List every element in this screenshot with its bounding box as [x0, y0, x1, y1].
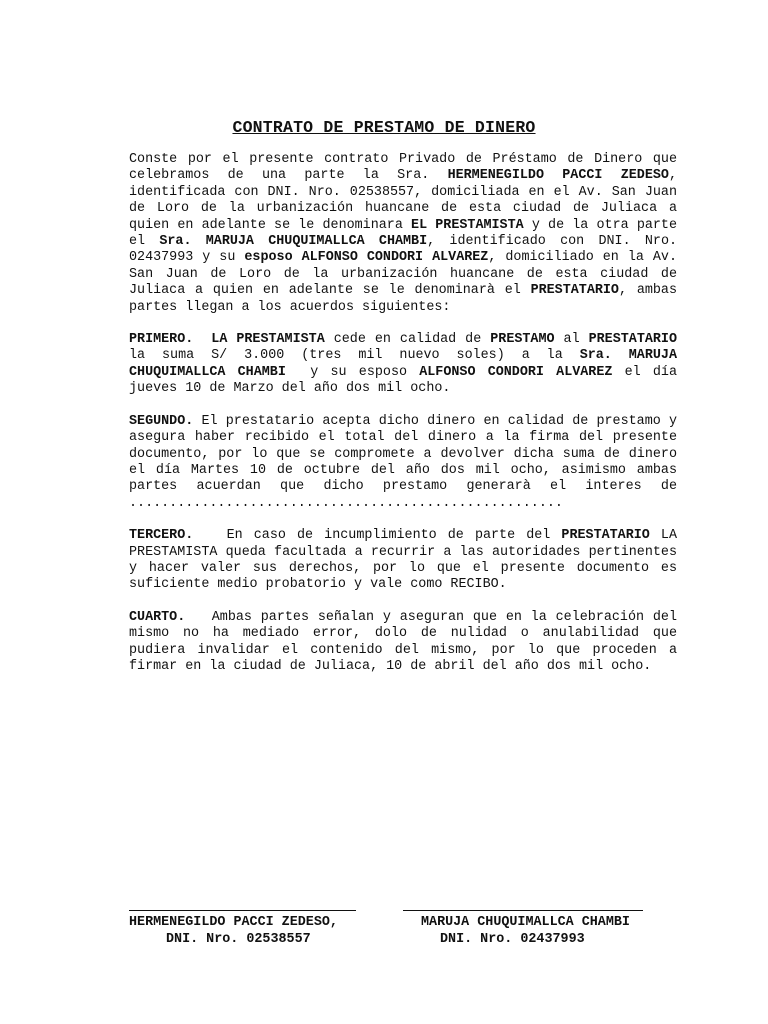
signature-line	[129, 900, 356, 911]
lender-name: HERMENEGILDO PACCI ZEDESO	[447, 168, 669, 184]
clause-tercero-bold-2: PRESTATARIO	[561, 528, 650, 544]
clause-primero-bold-3: PRESTAMO	[490, 332, 555, 348]
intro-text-3: y de la otra parte el	[129, 217, 678, 250]
clause-primero-bold-5: Sra. MARUJA CHUQUIMALLCA CHAMBI	[129, 348, 677, 380]
clause-primero	[129, 332, 677, 398]
clause-primero-text-3: al	[554, 332, 589, 348]
clause-tercero-text-2: LA PRESTAMISTA queda facultada a recurrir a las autoridades pertinentes y hacer valer sus derechos, por lo que el presente documento es suficiente medio probatorio y vale como RECIBO.	[129, 528, 677, 593]
clause-tercero	[129, 528, 677, 594]
clause-primero-bold-2: LA PRESTAMISTA	[211, 332, 325, 348]
intro-text-5: , domiciliado en la Av. San Juan de Loro de la urbanización huancane de esta ciudad de Juliaca a quien en adelante se le denominarà el	[129, 250, 678, 299]
intro-text-4: , identificado con DNI. Nro. 02437993 y su	[129, 234, 678, 266]
document-body	[129, 152, 686, 691]
borrower-name: Sra. MARUJA CHUQUIMALLCA CHAMBI	[159, 234, 428, 250]
clause-tercero-heading: TERCERO.	[129, 528, 194, 544]
clause-primero-text-2: cede en calidad de	[324, 332, 491, 348]
intro-text-6: , ambas partes llegan a los acuerdos siguientes:	[129, 283, 677, 315]
signer-name: HERMENEGILDO PACCI ZEDESO,	[129, 915, 338, 930]
clause-segundo	[129, 414, 677, 512]
document-title: CONTRATO DE PRESTAMO DE DINERO	[232, 118, 536, 137]
clause-cuarto	[129, 609, 686, 676]
borrower-role: PRESTATARIO	[530, 283, 619, 299]
intro-paragraph	[129, 152, 677, 316]
clause-cuarto-heading: CUARTO.	[129, 609, 186, 625]
clause-primero-text-1	[193, 332, 211, 347]
clause-segundo-heading: SEGUNDO.	[129, 413, 194, 429]
borrower-spouse: esposo ALFONSO CONDORI ALVAREZ	[244, 250, 489, 266]
signer-dni: DNI. Nro. 02538557	[166, 932, 311, 947]
clause-segundo-text: El prestatario acepta dicho dinero en calidad de prestamo y asegura haber recibido el total del dinero a la firma del presente documento, por lo que se compromete a devolver dicha suma de dinero el día Martes 10 de octubre del año dos mil ocho, asimismo ambas partes acuerdan que dicho prestamo generarà el interes de ......................................................	[129, 413, 677, 511]
clause-cuarto-text: Ambas partes señalan y aseguran que en la celebración del mismo no ha mediado error, dolo de nulidad o anulabilidad que pudiera invalidar el contenido del mismo, por lo que proceden a firmar en la ciudad de Juliaca, 10 de abril del año dos mil ocho.	[129, 609, 686, 674]
intro-text-2: , identificada con DNI. Nro. 02538557, domiciliada en el Av. San Juan de Loro de la urbanización huancane de esta ciudad de Juliaca a quien en adelante se le denominara	[129, 168, 677, 233]
lender-role: EL PRESTAMISTA	[411, 217, 524, 233]
clause-primero-text-5: y su esposo	[285, 364, 420, 380]
signer-dni: DNI. Nro. 02437993	[440, 932, 585, 947]
clause-primero-bold-4: PRESTATARIO	[588, 332, 678, 348]
clause-primero-text-6: el día jueves 10 de Marzo del año dos mil ocho.	[129, 364, 678, 397]
signature-borrower	[403, 900, 693, 948]
signature-block	[129, 900, 689, 960]
clause-primero-heading: PRIMERO.	[129, 332, 194, 348]
signature-line	[403, 900, 643, 911]
signature-lender	[129, 900, 369, 948]
clause-primero-text-4: la suma S/ 3.000 (tres mil nuevo soles) a la	[129, 348, 580, 364]
clause-primero-bold-6: ALFONSO CONDORI ALVAREZ	[419, 364, 613, 380]
intro-text-1: Conste por el presente contrato Privado de Préstamo de Dinero que celebramos de una parte la Sra.	[129, 152, 677, 184]
signer-name: MARUJA CHUQUIMALLCA CHAMBI	[421, 915, 630, 930]
clause-tercero-text-1: En caso de incumplimiento de parte del	[193, 528, 562, 544]
